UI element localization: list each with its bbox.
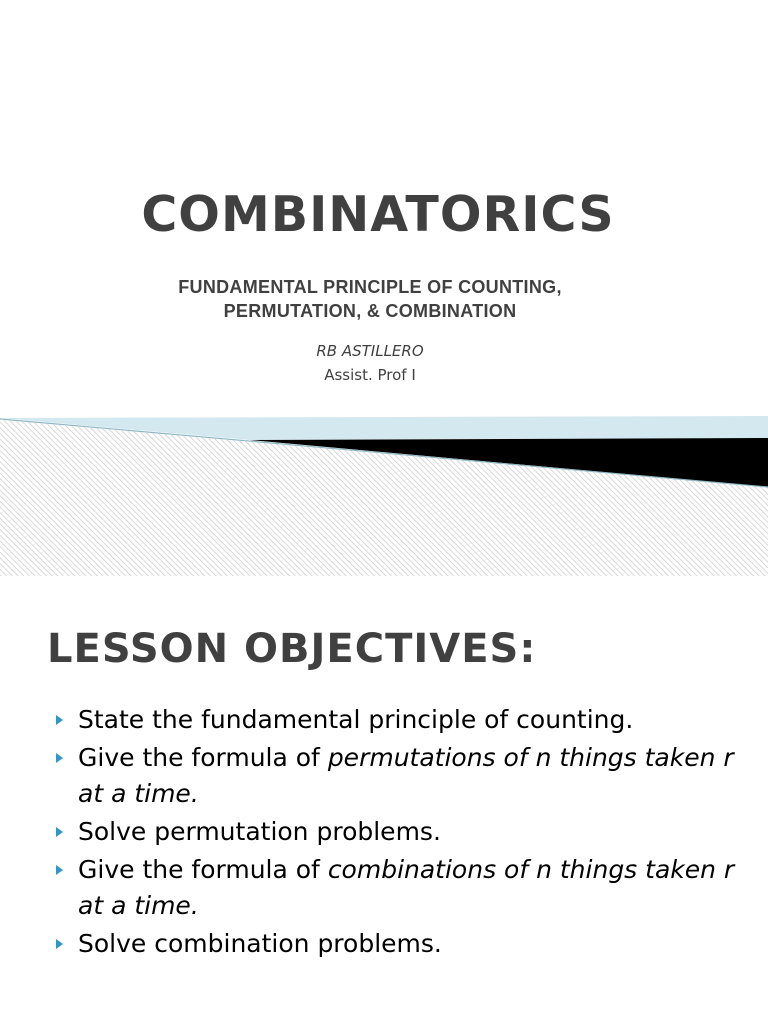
- slide-subtitle: [0, 275, 740, 323]
- objectives-heading: LESSON OBJECTIVES:: [47, 626, 537, 672]
- objective-emphasis: combinations of n things taken r at a time.: [78, 855, 735, 920]
- objective-text: Give the formula of: [78, 743, 328, 772]
- objectives-slide: [0, 576, 768, 1024]
- objective-text: Give the formula of: [78, 855, 328, 884]
- subtitle-line-2: PERMUTATION, & COMBINATION: [223, 301, 517, 321]
- triangle-right-icon: [56, 865, 63, 875]
- objective-text: Solve permutation problems.: [78, 817, 441, 846]
- triangle-right-icon: [56, 939, 63, 949]
- author-name: RB ASTILLERO: [316, 342, 424, 360]
- objective-item: [50, 852, 750, 924]
- objective-item: [50, 740, 750, 812]
- objective-emphasis: permutations of n things taken r at a time.: [78, 743, 734, 808]
- author-role: Assist. Prof I: [324, 366, 416, 384]
- objective-item: [50, 702, 750, 738]
- objective-item: [50, 814, 750, 850]
- objective-item: [50, 926, 750, 962]
- objective-text: Solve combination problems.: [78, 929, 442, 958]
- triangle-right-icon: [56, 753, 63, 763]
- slide-title: COMBINATORICS: [141, 186, 615, 243]
- subtitle-line-1: FUNDAMENTAL PRINCIPLE OF COUNTING,: [178, 277, 562, 297]
- triangle-right-icon: [56, 827, 63, 837]
- decorative-band: [0, 400, 768, 576]
- objective-text: State the fundamental principle of counting.: [78, 705, 634, 734]
- triangle-right-icon: [56, 715, 63, 725]
- objectives-list: [50, 702, 750, 964]
